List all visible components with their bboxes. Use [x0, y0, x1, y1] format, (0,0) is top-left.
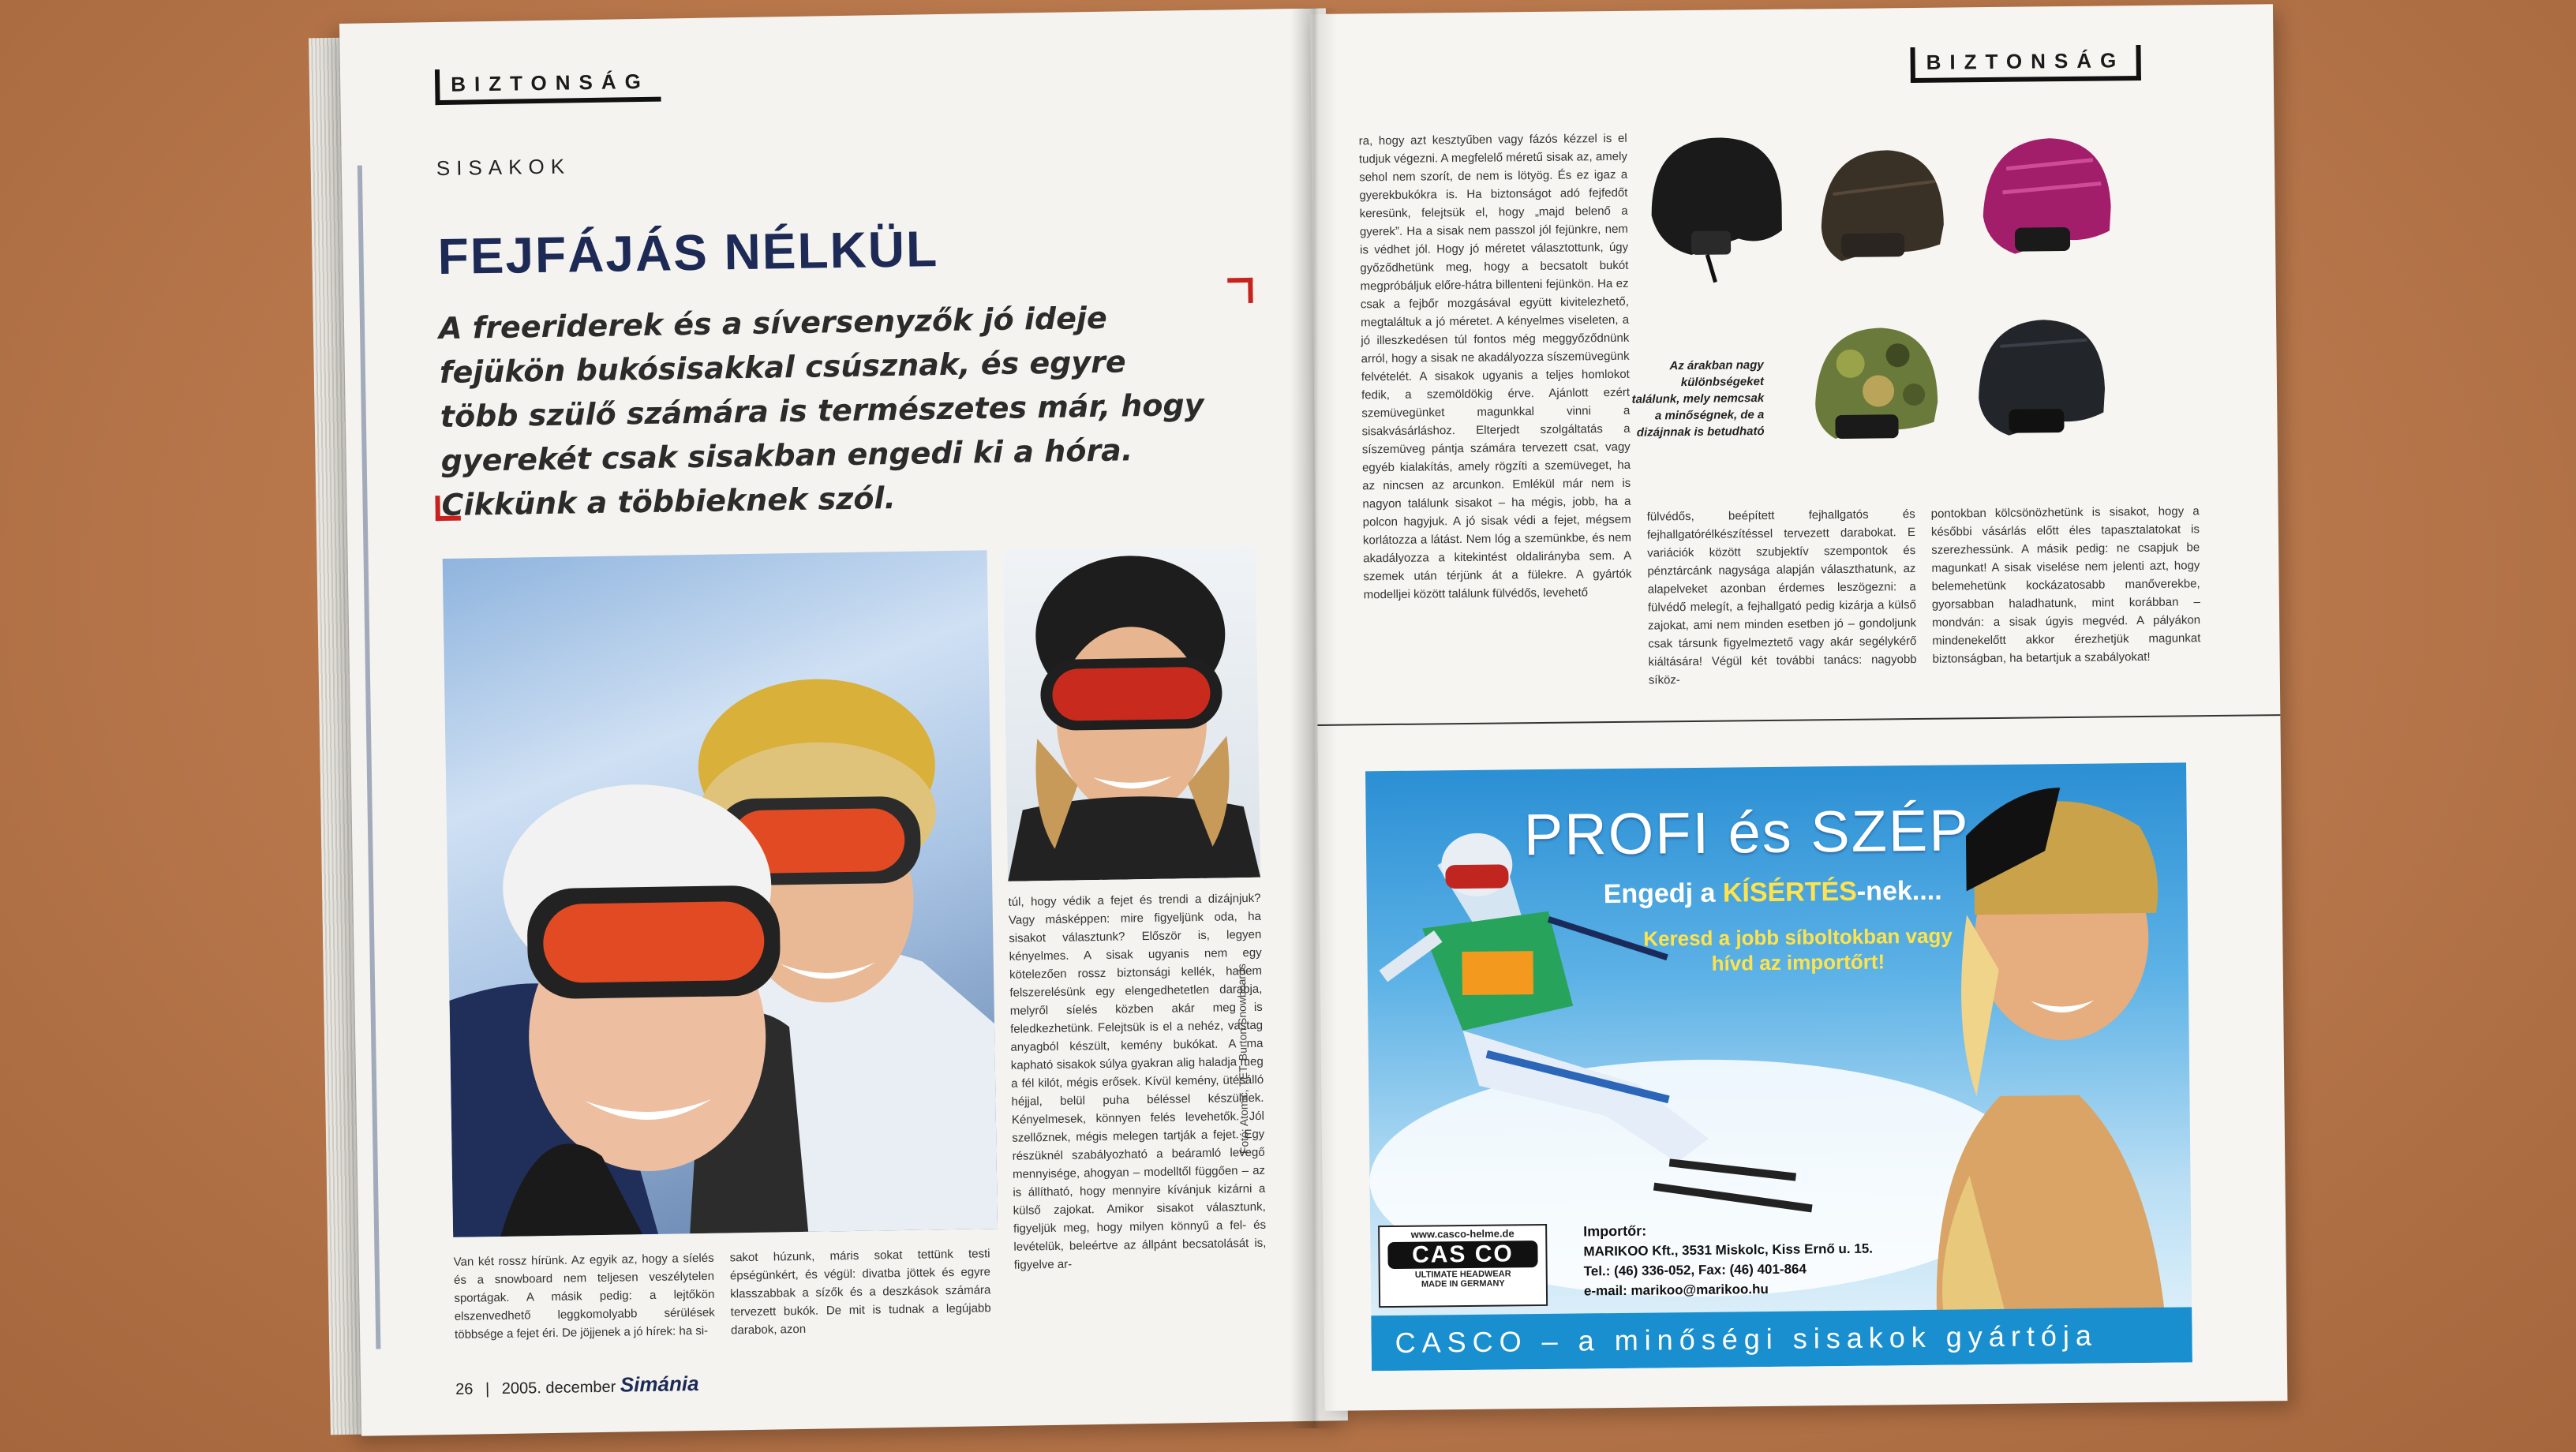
helmet-black-photo: [1643, 128, 1787, 287]
photo-credit: Fotó: Atomic, TET, Burton Snowboards: [1234, 964, 1251, 1154]
skier-woman-photo: [1003, 546, 1261, 881]
section-tag-right: BIZTONSÁG: [1910, 45, 2140, 83]
page-number: 26: [455, 1380, 474, 1398]
casco-logo: [1378, 1224, 1548, 1308]
logo-url: www.casco-helme.de: [1410, 1227, 1515, 1241]
skiers-photo: [443, 550, 998, 1237]
ad-callout: [1643, 923, 1953, 977]
lead-line: Cikkünk a többieknek szól.: [441, 481, 897, 523]
logo-tagline: ULTIMATE HEADWEAR: [1414, 1269, 1511, 1280]
ad-subtitle-suffix: -nek....: [1856, 875, 1942, 907]
red-bracket-bottom: [435, 496, 460, 521]
right-body-column-1: ra, hogy azt kesztyűben vagy fázós kézzel is el tudjuk végezni. A megfelelő méretű sisak az, amely sehol nem szorít, de nem is lötyög. És ez igaz a gyerekbukókra is. Ha biztonságot adó fejfedőt keresünk, felejtsük el, hogy „majd belenő a gyerek”. Ha a sisak nem passzol jól fejünkre, nem is védhet jól. Hogy jó méretet választottunk, úgy győződhetünk meg, hogy a becsatolt bukót megpróbáljuk előre-hátra billenteni fejünkön. Ha ez csak a fejbőr mozgásával együtt kivitelezhető, megtaláltuk a jó méretet. A kényelmes viseleten, a jó illeszkedésen túl fontos még meggyőződnünk arról, hogy a sisak ne akadályozza síszemüvegünk felvételét. A sisakok ugyanis a teljes homlokot fedik, a szemöldökig érve. Ajánlott ezért szemüvegünket magunkkal vinni a sisakvásárláshoz. Elterjedt szolgáltatás a síszemüveg pántja számára tervezett csat, vagy egyéb kialakítás, amely rögzíti a szemüveget, ha az nincsen az arcunkon. Emlékül már nem is nagyon találunk sisakot – ha mégis, jobb, ha a polcon hagyjuk. A jó sisak védi a fejet, mégsem korlátozza a látást. Nem lóg a szemünkbe, és nem akadályozza a kitekintést oldalirányba sem. A szemek után térjünk át a fülekre. A gyártók modelljei között találunk fülvédős, levehető: [1358, 131, 1632, 602]
importer-address: MARIKOO Kft., 3531 Miskolc, Kiss Ernő u. 15.: [1583, 1241, 1874, 1259]
body-column-1: Van két rossz hírünk. Az egyik az, hogy a síelés és a snowboard nem teljesen veszélytelen sportágak. A másik pedig: a lejtőkön elszenvedhető leggkomolyabb sérülések többsége a fejet éri. De jöjjenek a jó hírek: ha si-: [453, 1251, 715, 1342]
helmet-brown-photo: [1809, 138, 1953, 298]
body-column-2: sakot húzunk, máris sokat tettünk testi épségünkért, és végül: divatba jöttek és egyre klasszabbak a sízők és a deszkások számára tervezett bukók. De mit is tudnak a legújabb darabok, azon: [729, 1247, 991, 1338]
helmet-purple-photo: [1975, 128, 2118, 287]
headline: FEJFÁJÁS NÉLKÜL: [437, 220, 939, 286]
page-edge-accent: [358, 166, 381, 1349]
lead-line: fejükön bukósisakkal csúsznak, és egyre: [439, 344, 1126, 391]
right-body-column-2: fülvédős, beépített fejhallgatós és fejhallgatórélkészítéssel tervezett darabokat. E variációk között szubjektív szempontok és pénztárcánk nagysága alapján választhatunk, az alapelveket azonban érdemes leszögezni: a fülvédő melegít, a fejhallgató pedig kizárja a külső zajokat, ami nem minden esetben jó – gondoljunk csak társunk figyelmeztető vagy akár segélykérő kiáltására! Végül két további tanács: nagyobb síköz-: [1646, 507, 1917, 687]
ad-subtitle-highlight: KÍSÉRTÉS: [1722, 876, 1858, 908]
importer-phone: Tel.: (46) 336-052, Fax: (46) 401-864: [1583, 1261, 1807, 1279]
lead-line: több szülő számára is természetes már, hogy: [440, 387, 1204, 435]
lead-line: A freeriderek és a síversenyzők jó ideje: [438, 300, 1108, 346]
lead-line: gyerekét csak sisakban engedi ki a hóra.: [440, 432, 1133, 479]
importer-info: [1583, 1219, 1874, 1301]
folio: 26 | 2005. december Simánia: [455, 1372, 699, 1398]
ad-callout-line: Keresd a jobb síboltokban vagy: [1643, 923, 1953, 951]
ad-footer: CASCO – a minőségi sisakok gyártója: [1371, 1307, 2192, 1371]
skiers-illustration: [443, 550, 998, 1237]
helmets-caption: Az árakban nagy különbségeket találunk, mely nemcsak a minőségnek, de a dizájnnak is betudható: [1631, 358, 1765, 440]
casco-advertisement: [1365, 762, 2192, 1371]
section-divider: [1317, 714, 2280, 726]
logo-origin: MADE IN GERMANY: [1421, 1278, 1505, 1289]
helmet-dark-photo: [1968, 309, 2112, 469]
body-column-3: túl, hogy védik a fejet és trendi a dizájnjuk? Vagy másképpen: mire figyeljünk oda, ha sisakot választunk? Először is, legyen kényelmes. A sisak ugyanis nem egy kötelezően rossz biztonsági kellék, hanem felszerelésünk egy elengedhetetlen darabja, melyről síelés közben akár meg is feledkezhetünk. Felejtsük is el a nehéz, vastag anyagból készült, kemény bukókat. A ma kapható sisakok súlya gyakran alig haladja meg a fél kilót, mégis erősek. Kívül kemény, ütésálló héjjal, belül puha béléssel készülnek. Kényelmesek, könnyen felés levehetők. Jól szellőznek, mégis melegen tartják a fejet. Egy részüknél szabályozható a beáramló levegő mennyisége, ahogyan – modelltől függően – az is állítható, hogy mennyire kívánjuk kizárni a külső zajokat. Amikor sisakot választunk, figyeljük meg, hogy milyen könnyű a fel- és levételük, beleértve az állpánt becsatolását is, figyelve ar-: [1008, 891, 1267, 1272]
helmet-camo-photo: [1803, 316, 1946, 475]
importer-email: e-mail: marikoo@marikoo.hu: [1583, 1282, 1769, 1299]
ad-title: PROFI és SZÉP: [1523, 797, 1970, 868]
kicker: SISAKOK: [436, 154, 571, 181]
importer-heading: Importőr:: [1583, 1222, 1647, 1240]
logo-brand: CAS CO: [1387, 1241, 1537, 1269]
skier-woman-illustration: [1003, 546, 1261, 881]
section-tag: BIZTONSÁG: [435, 66, 661, 105]
spine-shadow: [1290, 8, 1338, 1428]
ad-subtitle: [1603, 876, 1941, 910]
issue-date: 2005. december: [501, 1378, 616, 1398]
red-bracket-top: [1227, 278, 1252, 303]
ad-callout-line: hívd az importőrt!: [1711, 949, 1885, 975]
right-body-column-3: pontokban kölcsönözhetünk is sisakot, hogy a későbbi vásárlás előtt éles tapasztalatokat is szerezhessünk. A másik pedig: ne csapjuk be magunkat! A sisak viselése nem jelenti azt, hogy belemehetünk kockázatosabb manőverekbe, gyorsabban haladhatunk, mint korábban – mondván: a sisak úgyis megvéd. A pályákon mindenekelőtt akkor érezhetjük magunkat biztonságban, ha betartjuk a szabályokat!: [1930, 504, 2201, 666]
lead-paragraph: [439, 294, 1231, 527]
right-page: [1310, 4, 2287, 1411]
ad-subtitle-prefix: Engedj a: [1603, 878, 1724, 910]
left-page: [339, 8, 1348, 1435]
magazine-name: Simánia: [620, 1372, 699, 1397]
